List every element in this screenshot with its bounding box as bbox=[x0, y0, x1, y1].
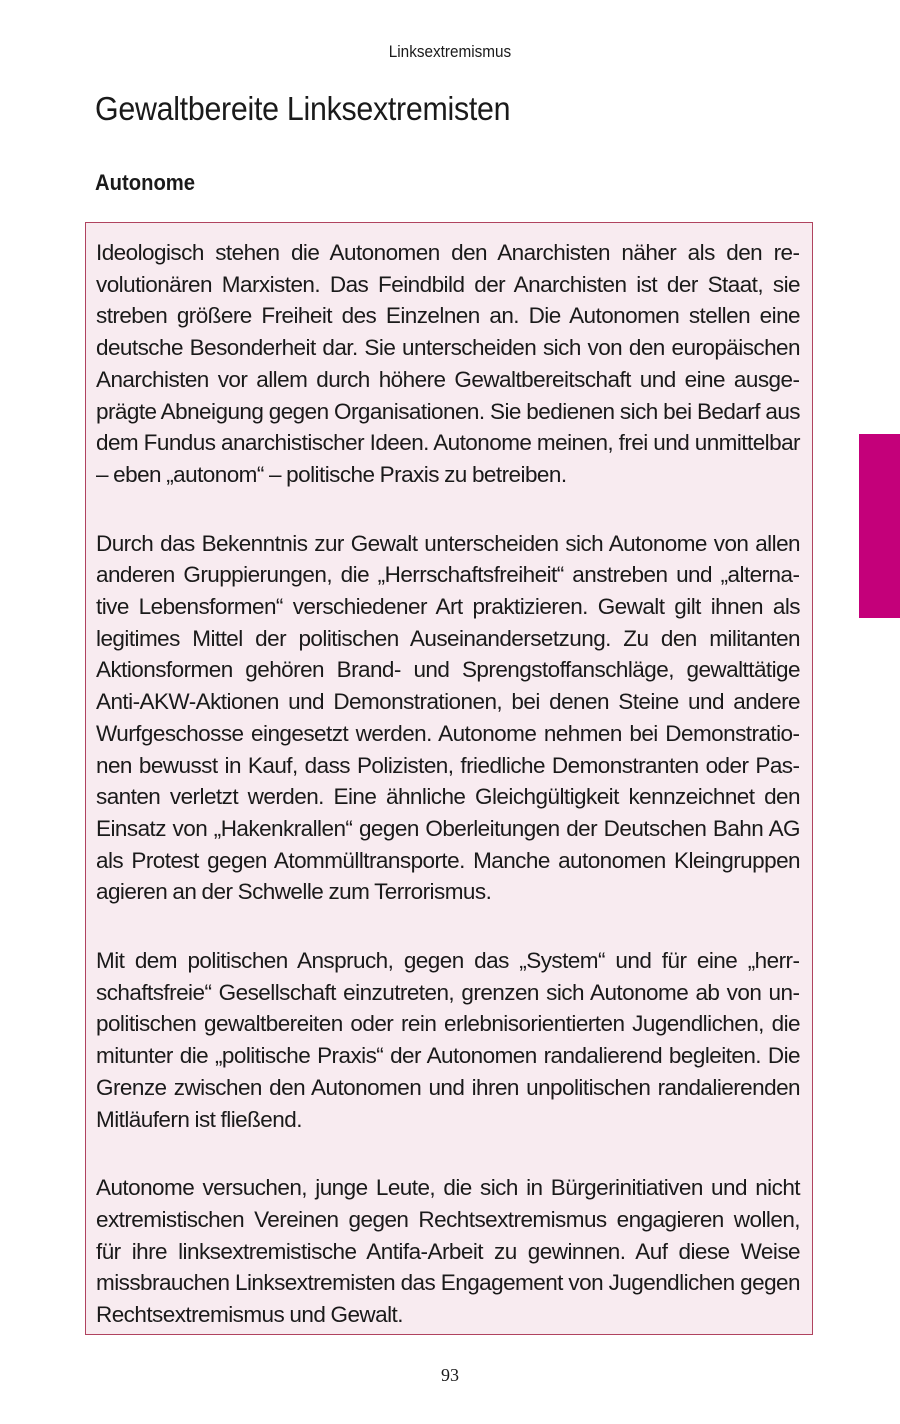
highlighted-text-box bbox=[85, 222, 813, 1335]
page-title: Gewaltbereite Linksextremisten bbox=[95, 90, 511, 127]
page-number: 93 bbox=[441, 1365, 459, 1385]
body-paragraph: Ideologisch stehen die Autonomen den Anarchisten näher als den revolutionären Marxisten. Das Feindbild der Anarchisten ist der Staat, sie streben größere Freiheit des Einzelnen an. Die Autonomen stellen eine deutsche Besonderheit dar. Sie unterscheiden sich von den europäischen Anarchisten vor allem durch höhere Gewaltbereitschaft und eine ausgeprägte Abneigung gegen Organisationen. Sie bedienen sich bei Bedarf aus dem Fundus anarchistischer Ideen. Autonome meinen, frei und unmittelbar – eben „autonom“ – politische Praxis zu betreiben. bbox=[96, 240, 800, 487]
body-paragraph: Autonome versuchen, junge Leute, die sich in Bürgerinitiativen und nicht extremistischen Vereinen gegen Rechtsextremismus engagieren wollen, für ihre linksextremistische Antifa-Arbeit zu gewinnen. Auf diese Weise missbrauchen Linksextremisten das Engagement von Jugendlichen gegen Rechtsextremismus und Gewalt. bbox=[96, 1175, 800, 1328]
body-paragraph: Mit dem politischen Anspruch, gegen das „System“ und für eine „herrschaftsfreie“ Gesellschaft einzutreten, grenzen sich Autonome ab von unpolitischen gewaltbereiten oder rein erlebnisorientierten Jugendlichen, die mitunter die „politische Praxis“ der Autonomen randalierend begleiten. Die Grenze zwischen den Autonomen und ihren unpolitischen randalierenden Mitläufern ist fließend. bbox=[96, 948, 800, 1132]
body-paragraph: Durch das Bekenntnis zur Gewalt unterscheiden sich Autonome von allen anderen Gruppierungen, die „Herrschaftsfreiheit“ anstreben und „alternative Lebensformen“ verschiedener Art praktizieren. Gewalt gilt ihnen als legitimes Mittel der politischen Auseinandersetzung. Zu den militanten Aktionsformen gehören Brand- und Sprengstoffanschläge, gewalttätige Anti-AKW-Aktionen und Demonstrationen, bei denen Steine und andere Wurfgeschosse eingesetzt werden. Autonome nehmen bei Demonstrationen bewusst in Kauf, dass Polizisten, friedliche Demonstranten oder Passanten verletzt werden. Eine ähnliche Gleichgültigkeit kennzeichnet den Einsatz von „Hakenkrallen“ gegen Oberleitungen der Deutschen Bahn AG als Protest gegen Atommülltransporte. Manche autonomen Kleingruppen agieren an der Schwelle zum Terrorismus. bbox=[96, 530, 800, 905]
running-header: Linksextremismus bbox=[388, 42, 512, 61]
chapter-thumb-tab bbox=[859, 434, 900, 618]
section-heading: Autonome bbox=[95, 170, 196, 195]
